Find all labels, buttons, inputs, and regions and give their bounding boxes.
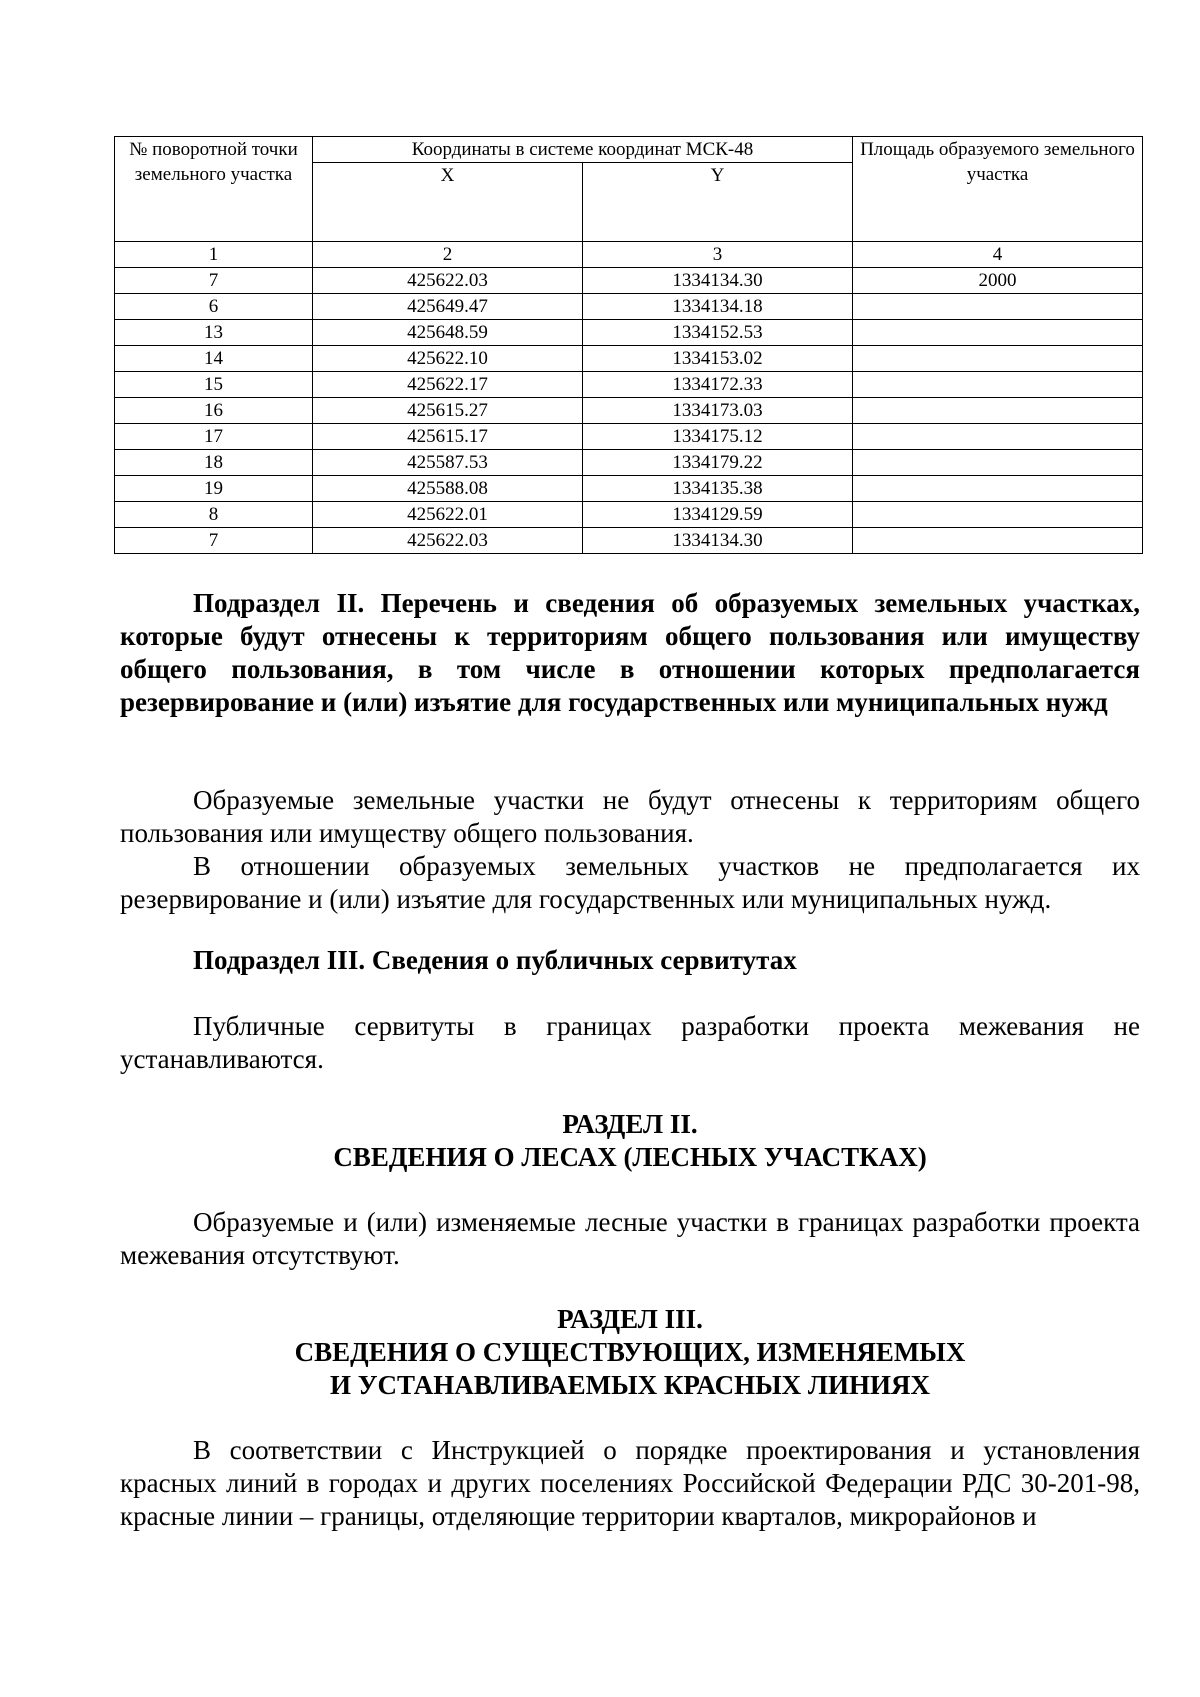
x-cell: 425622.10 <box>313 346 583 372</box>
y-cell: 1334175.12 <box>583 424 853 450</box>
area-cell: 2000 <box>853 268 1143 294</box>
table-row <box>115 528 1143 554</box>
section-3-title <box>120 1303 1140 1402</box>
area-cell <box>853 450 1143 476</box>
paragraph: Публичные сервитуты в границах разработки проекта межевания не устанавливаются. <box>120 1011 1140 1074</box>
point-cell: 7 <box>115 268 313 294</box>
section-2-number: РАЗДЕЛ II. <box>562 1109 698 1139</box>
y-cell: 1334153.02 <box>583 346 853 372</box>
section-2-title <box>120 1108 1140 1174</box>
paragraph: В соответствии с Инструкцией о порядке проектирования и установления красных линий в городах и других поселениях Российской Федерации РДС 30-201-98, красные линии – границы, отделяющие территории кварталов, микрорайонов и <box>120 1435 1140 1531</box>
header-x: X <box>313 163 583 242</box>
header-area: Площадь образуемого земельного участка <box>853 137 1143 242</box>
point-cell: 7 <box>115 528 313 554</box>
point-cell: 15 <box>115 372 313 398</box>
paragraph: Образуемые земельные участки не будут отнесены к территориям общего пользования или имуществу общего пользования. <box>120 785 1140 848</box>
y-cell: 1334135.38 <box>583 476 853 502</box>
section-2-name: СВЕДЕНИЯ О ЛЕСАХ (ЛЕСНЫХ УЧАСТКАХ) <box>333 1142 927 1172</box>
column-number: 1 <box>115 242 313 268</box>
column-number-row <box>115 242 1143 268</box>
x-cell: 425622.17 <box>313 372 583 398</box>
header-y: Y <box>583 163 853 242</box>
paragraph: В отношении образуемых земельных участков не предполагается их резервирование и (или) изъятие для государственных или муниципальных нужд. <box>120 851 1140 914</box>
point-cell: 14 <box>115 346 313 372</box>
column-number: 4 <box>853 242 1143 268</box>
subsection-2-heading: Подраздел II. Перечень и сведения об образуемых земельных участках, которые будут отнесены к территориям общего пользования или имуществу общего пользования, в том числе в отношении которых предполагается резервирование и (или) изъятие для государственных или муниципальных нужд <box>120 588 1140 717</box>
section-2-body <box>120 1206 1140 1272</box>
point-cell: 8 <box>115 502 313 528</box>
y-cell: 1334129.59 <box>583 502 853 528</box>
table-row <box>115 398 1143 424</box>
section-3-name-line1: СВЕДЕНИЯ О СУЩЕСТВУЮЩИХ, ИЗМЕНЯЕМЫХ <box>294 1337 966 1367</box>
section-3-body <box>120 1434 1140 1533</box>
y-cell: 1334134.18 <box>583 294 853 320</box>
table-row <box>115 372 1143 398</box>
y-cell: 1334179.22 <box>583 450 853 476</box>
point-cell: 13 <box>115 320 313 346</box>
y-cell: 1334134.30 <box>583 268 853 294</box>
area-cell <box>853 528 1143 554</box>
y-cell: 1334172.33 <box>583 372 853 398</box>
table-row <box>115 502 1143 528</box>
point-cell: 17 <box>115 424 313 450</box>
section-3-number: РАЗДЕЛ III. <box>557 1304 703 1334</box>
y-cell: 1334173.03 <box>583 398 853 424</box>
x-cell: 425588.08 <box>313 476 583 502</box>
area-cell <box>853 502 1143 528</box>
coordinates-table <box>114 136 1143 554</box>
paragraph: Образуемые и (или) изменяемые лесные участки в границах разработки проекта межевания отсутствуют. <box>120 1207 1140 1270</box>
section-3-name-line2: И УСТАНАВЛИВАЕМЫХ КРАСНЫХ ЛИНИЯХ <box>329 1370 931 1400</box>
table-row <box>115 268 1143 294</box>
x-cell: 425648.59 <box>313 320 583 346</box>
x-cell: 425622.01 <box>313 502 583 528</box>
subsection-2 <box>120 587 1140 719</box>
point-cell: 18 <box>115 450 313 476</box>
area-cell <box>853 294 1143 320</box>
point-cell: 19 <box>115 476 313 502</box>
table-row <box>115 320 1143 346</box>
table-row <box>115 476 1143 502</box>
area-cell <box>853 398 1143 424</box>
area-cell <box>853 346 1143 372</box>
subsection-2-body <box>120 784 1140 916</box>
x-cell: 425649.47 <box>313 294 583 320</box>
column-number: 3 <box>583 242 853 268</box>
table-row <box>115 346 1143 372</box>
point-cell: 16 <box>115 398 313 424</box>
y-cell: 1334134.30 <box>583 528 853 554</box>
subsection-3-body <box>120 1010 1140 1076</box>
table-row <box>115 424 1143 450</box>
area-cell <box>853 476 1143 502</box>
x-cell: 425615.17 <box>313 424 583 450</box>
subsection-3-heading: Подраздел III. Сведения о публичных сервитутах <box>193 945 797 975</box>
table-row <box>115 450 1143 476</box>
table-row <box>115 294 1143 320</box>
x-cell: 425622.03 <box>313 268 583 294</box>
x-cell: 425615.27 <box>313 398 583 424</box>
column-number: 2 <box>313 242 583 268</box>
point-cell: 6 <box>115 294 313 320</box>
x-cell: 425622.03 <box>313 528 583 554</box>
x-cell: 425587.53 <box>313 450 583 476</box>
y-cell: 1334152.53 <box>583 320 853 346</box>
header-coordinates: Координаты в системе координат МСК-48 <box>313 137 853 163</box>
area-cell <box>853 372 1143 398</box>
area-cell <box>853 320 1143 346</box>
header-point-number: № поворотной точки земельного участка <box>115 137 313 242</box>
area-cell <box>853 424 1143 450</box>
subsection-3 <box>120 944 1140 977</box>
